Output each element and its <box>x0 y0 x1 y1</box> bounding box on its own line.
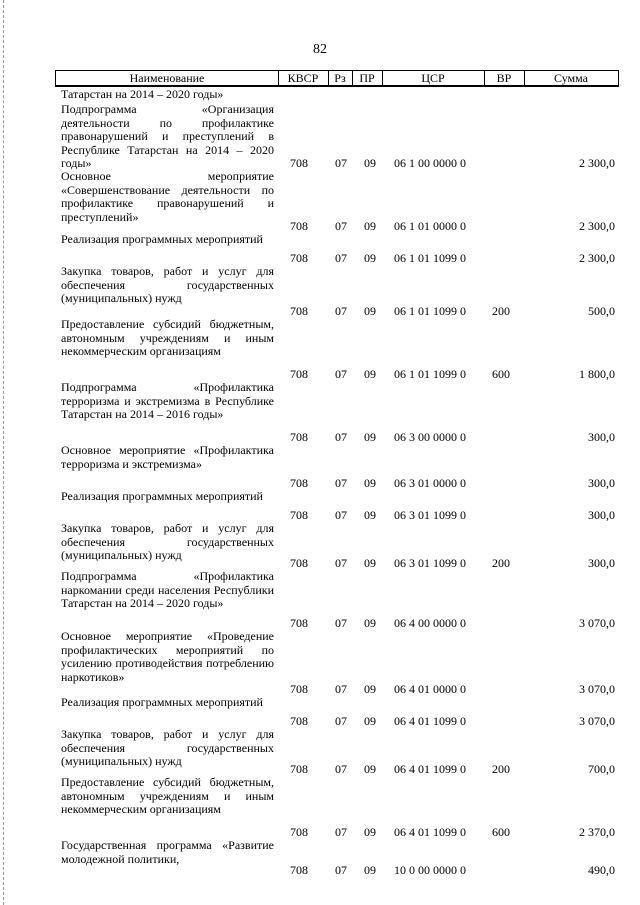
table-row <box>0 103 640 170</box>
csr-cell: 06 1 01 1099 0 <box>394 304 466 318</box>
csr-cell: 06 4 01 1099 0 <box>394 762 466 776</box>
kvsr-cell: 708 <box>290 304 308 318</box>
kvsr-cell: 708 <box>290 156 308 170</box>
kvsr-cell: 708 <box>290 714 308 728</box>
kvsr-cell: 708 <box>290 863 308 877</box>
pr-cell: 09 <box>364 219 376 233</box>
kvsr-cell: 708 <box>290 762 308 776</box>
sum-cell: 3 070,0 <box>579 714 615 728</box>
pr-cell: 09 <box>364 430 376 444</box>
kvsr-cell: 708 <box>290 476 308 490</box>
csr-cell: 06 4 01 1099 0 <box>394 714 466 728</box>
page-number: 82 <box>313 42 327 57</box>
row-name-cell: Закупка товаров, работ и услуг для обеспечения государственных (муниципальных) нужд <box>61 521 274 563</box>
kvsr-cell: 708 <box>290 508 308 522</box>
row-name-cell: Подпрограмма «Организация деятельности по профилактике правонарушений и преступлений в Республике Татарстан на 2014 – 2020 годы» <box>61 102 274 171</box>
sum-cell: 3 070,0 <box>579 682 615 696</box>
pr-cell: 09 <box>364 508 376 522</box>
table-row <box>0 265 640 318</box>
row-name-cell: Закупка товаров, работ и услуг для обеспечения государственных (муниципальных) нужд <box>61 727 274 769</box>
sum-cell: 2 300,0 <box>579 219 615 233</box>
row-name-cell: Реализация программных мероприятий <box>61 695 263 709</box>
table-row <box>0 490 640 522</box>
table-row <box>0 839 640 877</box>
sum-cell: 3 070,0 <box>579 616 615 630</box>
pr-cell: 09 <box>364 616 376 630</box>
sum-cell: 300,0 <box>588 430 615 444</box>
pr-cell: 09 <box>364 714 376 728</box>
rz-cell: 07 <box>335 556 347 570</box>
row-name-cell: Предоставление субсидий бюджетным, автономным учреждениям и иным некоммерческим организациям <box>61 775 274 817</box>
pr-cell: 09 <box>364 156 376 170</box>
csr-cell: 06 4 01 0000 0 <box>394 682 466 696</box>
rz-cell: 07 <box>335 251 347 265</box>
header-kvsr: КВСР <box>278 71 329 86</box>
csr-cell: 06 3 01 1099 0 <box>394 508 466 522</box>
header-pr: ПР <box>352 71 383 86</box>
table-row <box>0 776 640 839</box>
table-row <box>0 522 640 570</box>
csr-cell: 06 3 00 0000 0 <box>394 430 466 444</box>
header-sum: Сумма <box>554 71 588 85</box>
rz-cell: 07 <box>335 714 347 728</box>
table-row <box>0 630 640 696</box>
sum-cell: 300,0 <box>588 508 615 522</box>
vr-cell: 200 <box>492 304 510 318</box>
sum-cell: 500,0 <box>588 304 615 318</box>
table-row <box>0 444 640 490</box>
table-row <box>0 170 640 233</box>
vr-cell: 200 <box>492 556 510 570</box>
header-rz: Рз <box>328 71 353 86</box>
sum-cell: 490,0 <box>588 863 615 877</box>
header-csr: ЦСР <box>382 71 485 86</box>
sum-cell: 2 300,0 <box>579 251 615 265</box>
table-row <box>0 696 640 728</box>
rz-cell: 07 <box>335 616 347 630</box>
table-row <box>0 233 640 265</box>
sum-cell: 2 300,0 <box>579 156 615 170</box>
pr-cell: 09 <box>364 304 376 318</box>
rz-cell: 07 <box>335 367 347 381</box>
csr-cell: 06 1 01 0000 0 <box>394 219 466 233</box>
pr-cell: 09 <box>364 863 376 877</box>
rz-cell: 07 <box>335 430 347 444</box>
vr-cell: 200 <box>492 762 510 776</box>
rz-cell: 07 <box>335 825 347 839</box>
rz-cell: 07 <box>335 304 347 318</box>
row-name-cell: Основное мероприятие «Совершенствование деятельности по профилактике правонарушений и преступлений» <box>61 169 274 224</box>
table-header <box>55 70 619 87</box>
csr-cell: 06 1 01 1099 0 <box>394 251 466 265</box>
kvsr-cell: 708 <box>290 616 308 630</box>
pr-cell: 09 <box>364 762 376 776</box>
row-name-cell: Основное мероприятие «Проведение профилактических мероприятий по усилению противодействия потреблению наркотиков» <box>61 629 274 684</box>
row-name-cell: Государственная программа «Развитие молодежной политики, <box>61 838 274 866</box>
header-name: Наименование <box>56 71 279 86</box>
rz-cell: 07 <box>335 476 347 490</box>
rz-cell: 07 <box>335 863 347 877</box>
csr-cell: 06 4 01 1099 0 <box>394 825 466 839</box>
sum-cell: 2 370,0 <box>579 825 615 839</box>
kvsr-cell: 708 <box>290 251 308 265</box>
table-row <box>0 570 640 630</box>
vr-cell: 600 <box>492 825 510 839</box>
pr-cell: 09 <box>364 556 376 570</box>
kvsr-cell: 708 <box>290 219 308 233</box>
row-name-cell: Предоставление субсидий бюджетным, автономным учреждениям и иным некоммерческим организациям <box>61 317 274 359</box>
row-name-cell: Подпрограмма «Профилактика наркомании среди населения Республики Татарстан на 2014 – 2020 годы» <box>61 569 274 611</box>
table-row <box>0 318 640 381</box>
table-body <box>0 88 640 877</box>
row-name-cell: Закупка товаров, работ и услуг для обеспечения государственных (муниципальных) нужд <box>61 264 274 306</box>
kvsr-cell: 708 <box>290 367 308 381</box>
csr-cell: 10 0 00 0000 0 <box>394 863 466 877</box>
table-row <box>0 381 640 444</box>
row-name-cell: Реализация программных мероприятий <box>61 489 263 503</box>
rz-cell: 07 <box>335 762 347 776</box>
table-row <box>0 728 640 776</box>
table-row <box>0 88 640 103</box>
pr-cell: 09 <box>364 251 376 265</box>
pr-cell: 09 <box>364 825 376 839</box>
csr-cell: 06 3 01 0000 0 <box>394 476 466 490</box>
sum-cell: 300,0 <box>588 556 615 570</box>
pr-cell: 09 <box>364 367 376 381</box>
header-vr: ВР <box>484 71 525 86</box>
row-name-cell: Татарстан на 2014 – 2020 годы» <box>61 87 224 101</box>
sum-cell: 1 800,0 <box>579 367 615 381</box>
kvsr-cell: 708 <box>290 430 308 444</box>
kvsr-cell: 708 <box>290 556 308 570</box>
csr-cell: 06 1 00 0000 0 <box>394 156 466 170</box>
row-name-cell: Реализация программных мероприятий <box>61 232 263 246</box>
csr-cell: 06 3 01 1099 0 <box>394 556 466 570</box>
rz-cell: 07 <box>335 682 347 696</box>
rz-cell: 07 <box>335 508 347 522</box>
csr-cell: 06 1 01 1099 0 <box>394 367 466 381</box>
row-name-cell: Основное мероприятие «Профилактика терроризма и экстремизма» <box>61 443 274 471</box>
kvsr-cell: 708 <box>290 825 308 839</box>
kvsr-cell: 708 <box>290 682 308 696</box>
csr-cell: 06 4 00 0000 0 <box>394 616 466 630</box>
sum-cell: 300,0 <box>588 476 615 490</box>
sum-cell: 700,0 <box>588 762 615 776</box>
pr-cell: 09 <box>364 476 376 490</box>
row-name-cell: Подпрограмма «Профилактика терроризма и экстремизма в Республике Татарстан на 2014 – 2016 годы» <box>61 380 274 422</box>
rz-cell: 07 <box>335 219 347 233</box>
vr-cell: 600 <box>492 367 510 381</box>
rz-cell: 07 <box>335 156 347 170</box>
pr-cell: 09 <box>364 682 376 696</box>
